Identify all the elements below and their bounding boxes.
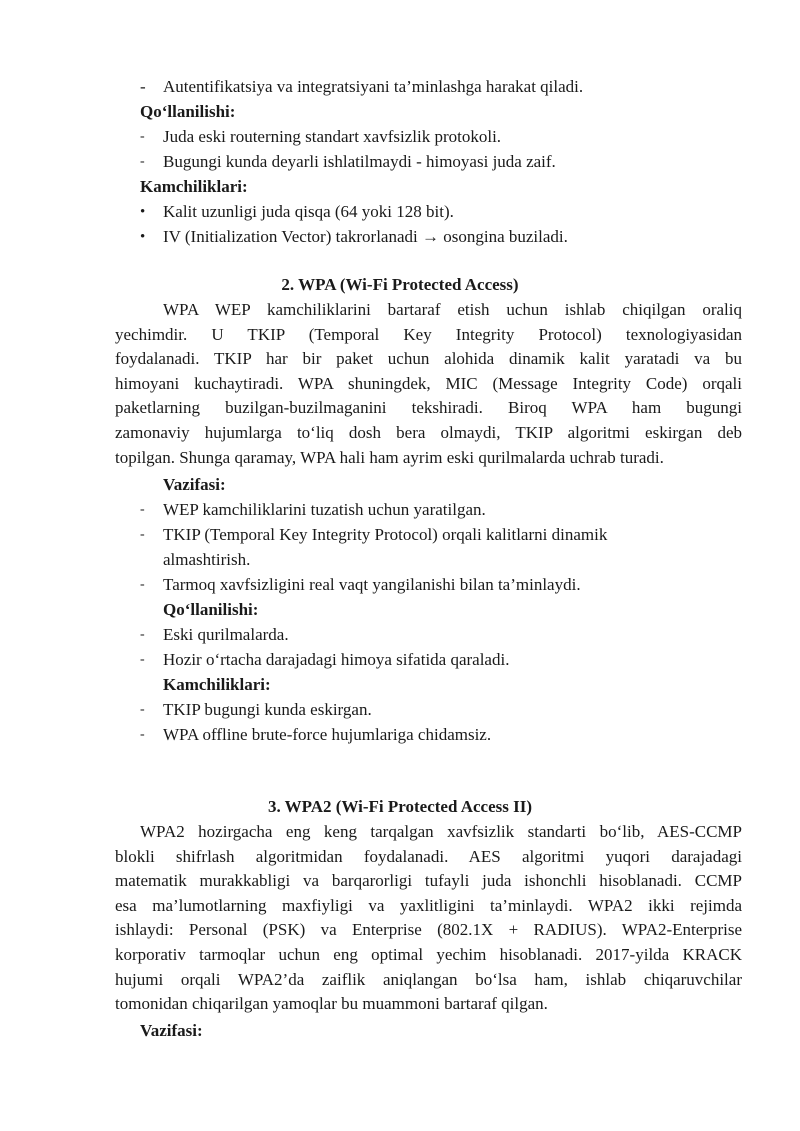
tasks-heading: Vazifasi: xyxy=(163,475,226,494)
section-paragraph-wpa2: WPA2 hozirgacha eng keng tarqalgan xavfsizlik standarti bo‘lib, AES-CCMP blokli shifrlash algoritmidan foydalanadi. AES algoritmi yuqori darajadagi matematik murakkabligi va barqarorligi tufayli juda ishonchli hisoblanadi. CCMP esa ma’lumotlarning maxfiyligi va yaxlitligini ta’minlaydi. WPA2 ikki rejimda ishlaydi: Personal (PSK) va Enterprise (802.1X + RADIUS). WPA2-Enterprise korporativ tarmoqlar uchun eng optimal yechim hisoblanadi. 2017-yilda KRACK hujumi orqali WPA2’da zaiflik aniqlangan bo‘lsa ham, ishlab chiqaruvchilar tomonidan chiqarilgan yamoqlar bu muammoni bartaraf qilgan. xyxy=(115,822,742,1014)
drawbacks-heading: Kamchiliklari: xyxy=(163,675,271,694)
dash-marker: - xyxy=(140,129,145,144)
section-paragraph-wpa: WPA WEP kamchiliklarini bartaraf etish uchun ishlab chiqilgan oraliq yechimdir. U TKIP (Temporal Key Integrity Protocol) texnologiyasidan foydalanadi. TKIP har bir paket uchun alohida dinamik kalit yaratadi va bu himoyani kuchaytiradi. WPA shuningdek, MIC (Message Integrity Code) orqali paketlarning buzilgan-buzilmaganini tekshiradi. Biroq WPA ham bugungi zamonaviy hujumlarga to‘liq dosh bera olmaydi, TKIP algoritmi eskirgan deb topilgan. Shunga qaramay, WPA hali ham ayrim eski qurilmalarda uchrab turadi. xyxy=(115,300,742,467)
section-title-wpa: 2. WPA (Wi-Fi Protected Access) xyxy=(281,275,519,294)
drawbacks-heading: Kamchiliklari: xyxy=(140,177,248,196)
dash-marker: - xyxy=(140,577,145,592)
dash-marker: - xyxy=(140,627,145,642)
dash-marker: - xyxy=(140,527,145,542)
dash-marker: - xyxy=(140,702,145,717)
bullet-marker: • xyxy=(140,229,146,245)
section-title-wpa2: 3. WPA2 (Wi-Fi Protected Access II) xyxy=(267,797,533,816)
dash-marker: - xyxy=(140,502,145,517)
dash-marker: - xyxy=(140,727,145,742)
tasks-heading: Vazifasi: xyxy=(140,1021,203,1040)
usage-heading: Qo‘llanilishi: xyxy=(163,600,259,619)
usage-heading: Qo‘llanilishi: xyxy=(140,102,236,121)
dash-marker: - xyxy=(140,77,146,96)
dash-marker: - xyxy=(140,154,145,169)
dash-marker: - xyxy=(140,652,145,667)
bullet-marker: • xyxy=(140,204,146,220)
